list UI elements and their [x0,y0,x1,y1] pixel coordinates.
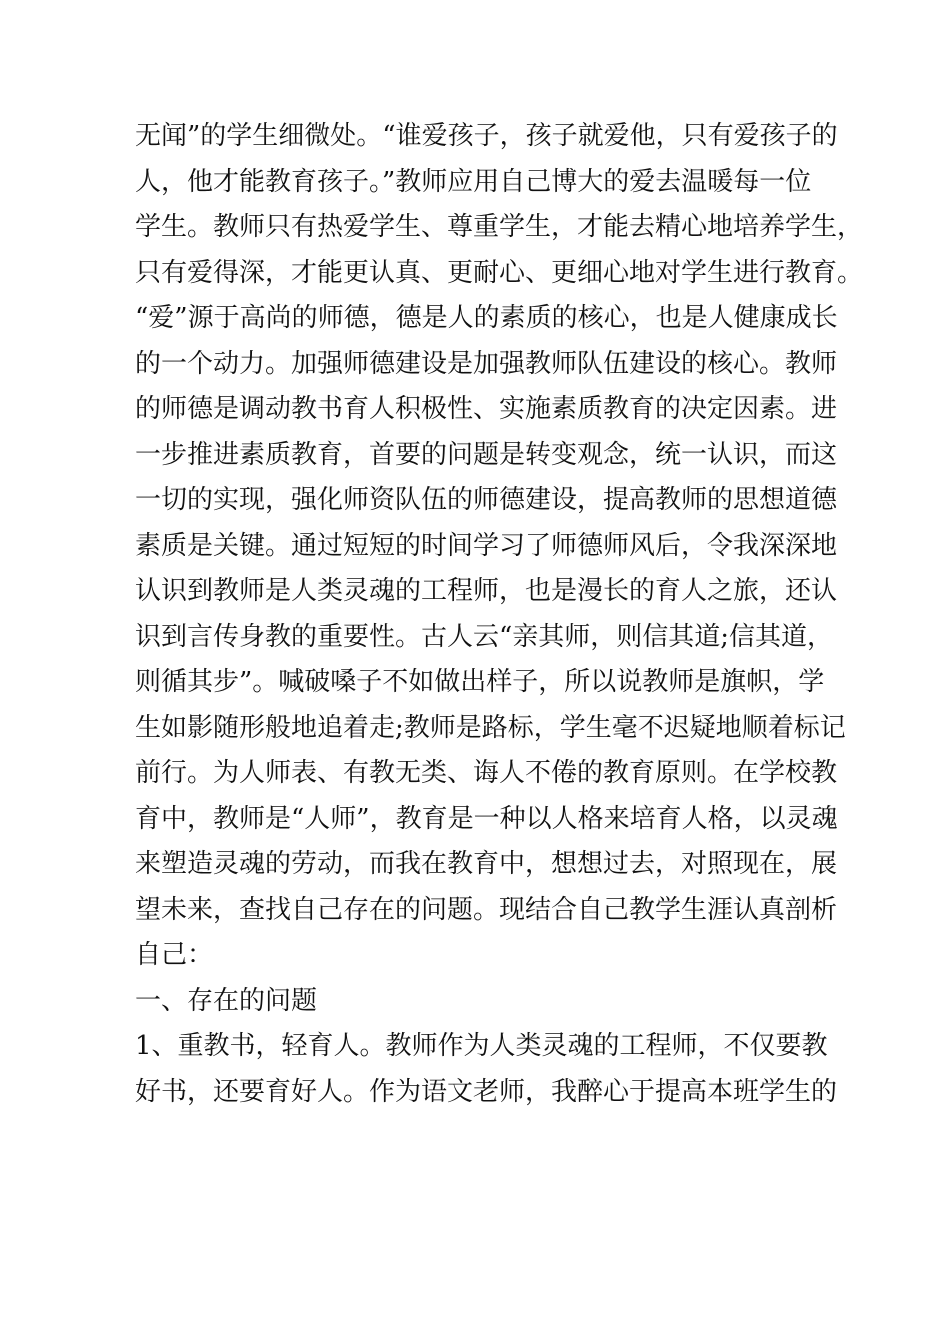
text-line: “爱”源于高尚的师德，德是人的素质的核心，也是人健康成长 [135,303,838,333]
text-line: 认识到教师是人类灵魂的工程师，也是漫长的育人之旅，还认 [135,576,838,606]
text-line: 识到言传身教的重要性。古人云“亲其师，则信其道;信其道， [135,621,834,652]
text-line: 则循其步”。喊破嗓子不如做出样子，所以说教师是旗帜，学 [135,667,825,697]
text-line: 学生。教师只有热爱学生、尊重学生，才能去精心地培养学生， [135,212,864,242]
text-line: 1、重教书，轻育人。教师作为人类灵魂的工程师，不仅要教 [135,1031,828,1061]
text-line: 素质是关键。通过短短的时间学习了师德师风后，令我深深地 [135,530,838,561]
text-line: 的师德是调动教书育人积极性、实施素质教育的决定因素。进 [135,394,838,424]
text-line: 无闻”的学生细微处。“谁爱孩子，孩子就爱他，只有爱孩子的 [135,121,838,151]
text-line: 前行。为人师表、有教无类、诲人不倦的教育原则。在学校教 [135,758,838,788]
text-line: 一切的实现，强化师资队伍的师德建设，提高教师的思想道德 [135,485,838,515]
text-line: 生如影随形般地追着走;教师是路标，学生毫不迟疑地顺着标记 [135,712,846,743]
text-line: 一步推进素质教育，首要的问题是转变观念，统一认识，而这 [135,439,838,470]
section-heading: 一、存在的问题 [135,985,318,1016]
text-line: 人，他才能教育孩子。”教师应用自己博大的爱去温暖每一位 [135,166,812,197]
text-line: 自己： [135,940,214,970]
text-line: 望未来，查找自己存在的问题。现结合自己教学生涯认真剖析 [135,894,838,925]
text-line: 的一个动力。加强师德建设是加强教师队伍建设的核心。教师 [135,348,838,379]
text-line: 育中，教师是“人师”，教育是一种以人格来培育人格，以灵魂 [135,803,838,834]
text-line: 好书，还要育好人。作为语文老师，我醉心于提高本班学生的 [135,1076,838,1107]
body-text [135,114,864,1115]
text-line: 来塑造灵魂的劳动，而我在教育中，想想过去，对照现在，展 [135,849,838,879]
text-line: 只有爱得深，才能更认真、更耐心、更细心地对学生进行教育。 [135,257,864,288]
